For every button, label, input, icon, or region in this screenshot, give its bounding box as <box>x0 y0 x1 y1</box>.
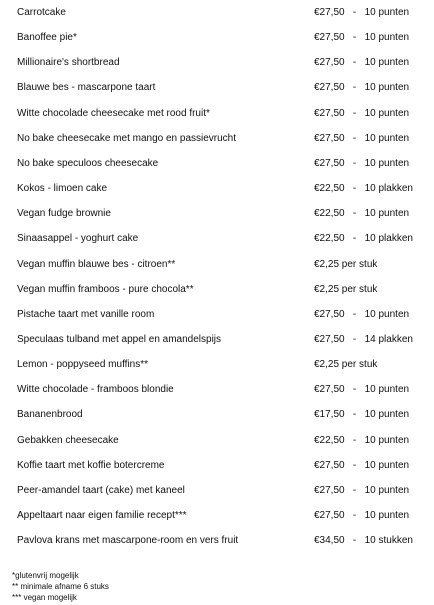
menu-item-row <box>0 356 434 374</box>
menu-item-row <box>0 406 434 424</box>
item-price: €2,25 per stuk <box>314 359 378 371</box>
item-price: €27,50 - 10 punten <box>314 459 410 471</box>
item-price: €27,50 - 14 plakken <box>314 333 413 345</box>
footnote-vegan: *** vegan mogelijk <box>12 593 77 602</box>
menu-item-row <box>0 331 434 349</box>
menu-item-row <box>0 381 434 399</box>
menu-item-row <box>0 507 434 525</box>
item-price: €22,50 - 10 plakken <box>314 233 413 245</box>
item-price: €27,50 - 10 punten <box>314 57 410 69</box>
item-name: Pistache taart met vanille room <box>17 308 155 320</box>
item-price: €27,50 - 10 punten <box>314 7 410 18</box>
item-price: €27,50 - 10 punten <box>314 157 410 169</box>
item-name: Bananenbrood <box>17 409 83 421</box>
item-name: Lemon - poppyseed muffins** <box>17 359 149 371</box>
menu-item-row <box>0 130 434 148</box>
menu-item-row <box>0 180 434 198</box>
item-name: Appeltaart naar eigen familie recept*** <box>17 510 187 521</box>
item-name: No bake cheesecake met mango en passievrucht <box>17 132 237 144</box>
item-price: €27,50 - 10 punten <box>314 107 410 119</box>
menu-item-row <box>0 256 434 274</box>
item-name: Pavlova krans met mascarpone-room en vers fruit <box>17 535 239 547</box>
item-price: €22,50 - 10 plakken <box>314 183 413 195</box>
menu-item-row <box>0 432 434 450</box>
item-name: Witte chocolade - framboos blondie <box>17 384 174 396</box>
item-price: €27,50 - 10 punten <box>314 32 410 44</box>
menu-item-row <box>0 482 434 500</box>
item-name: Gebakken cheesecake <box>17 434 119 446</box>
menu-item-row <box>0 306 434 324</box>
item-price: €27,50 - 10 punten <box>314 132 410 144</box>
menu-item-row <box>0 4 434 22</box>
item-price: €27,50 - 10 punten <box>314 384 410 396</box>
item-price: €34,50 - 10 stukken <box>314 535 413 547</box>
menu-item-row <box>0 105 434 123</box>
footnote-gluten: *glutenvrij mogelijk <box>12 571 79 580</box>
menu-item-row <box>0 532 434 550</box>
footnote-minimum: ** minimale afname 6 stuks <box>12 582 109 591</box>
item-name: Sinaasappel - yoghurt cake <box>17 233 139 245</box>
item-price: €27,50 - 10 punten <box>314 510 410 521</box>
item-name: No bake speculoos cheesecake <box>17 157 159 169</box>
menu-item-row <box>0 54 434 72</box>
item-price: €2,25 per stuk <box>314 258 378 270</box>
item-name: Millionaire's shortbread <box>17 57 120 69</box>
item-name: Vegan muffin framboos - pure chocola** <box>17 283 194 295</box>
item-name: Witte chocolade cheesecake met rood fruit* <box>17 107 210 119</box>
item-name: Vegan muffin blauwe bes - citroen** <box>17 258 176 270</box>
footnotes <box>12 570 109 603</box>
menu-item-row <box>0 230 434 248</box>
menu-item-row <box>0 79 434 97</box>
item-name: Carrotcake <box>17 7 66 18</box>
item-price: €22,50 - 10 punten <box>314 208 410 220</box>
menu-item-row <box>0 155 434 173</box>
item-name: Koffie taart met koffie botercreme <box>17 459 165 471</box>
item-price: €27,50 - 10 punten <box>314 308 410 320</box>
item-price: €27,50 - 10 punten <box>314 484 410 496</box>
item-name: Speculaas tulband met appel en amandelspijs <box>17 333 222 345</box>
item-price: €17,50 - 10 punten <box>314 409 410 421</box>
item-name: Vegan fudge brownie <box>17 208 111 220</box>
menu-item-row <box>0 281 434 299</box>
item-name: Banoffee pie* <box>17 32 77 44</box>
menu-item-row <box>0 457 434 475</box>
item-name: Blauwe bes - mascarpone taart <box>17 82 156 94</box>
item-name: Kokos - limoen cake <box>17 183 108 195</box>
item-name: Peer-amandel taart (cake) met kaneel <box>17 484 185 496</box>
item-price: €27,50 - 10 punten <box>314 82 410 94</box>
item-price: €2,25 per stuk <box>314 283 378 295</box>
item-price: €22,50 - 10 punten <box>314 434 410 446</box>
menu-item-row <box>0 205 434 223</box>
menu-item-row <box>0 29 434 47</box>
